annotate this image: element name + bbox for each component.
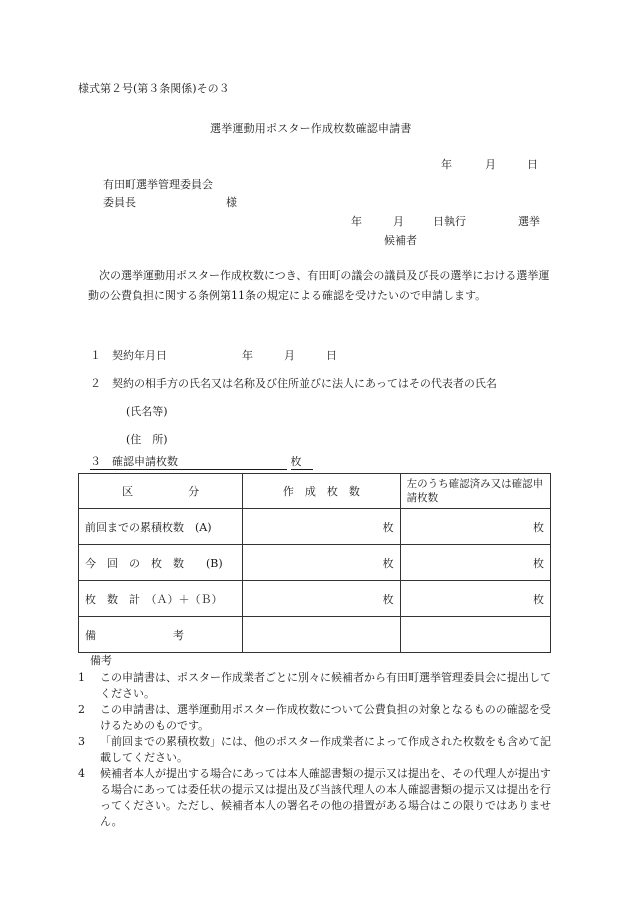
row-cumulative-confirmed-unit: 枚 [400,509,550,545]
date-year: 年 [441,158,452,171]
note-item [78,670,558,702]
row-label-remarks: 備 考 [79,617,243,653]
header-produced-count: 作 成 枚 数 [243,474,400,509]
requested-count-underline [90,453,287,470]
table-row [79,545,551,581]
form-number: 様式第２号(第３条関係)その３ [78,82,230,95]
election-year: 年 [351,215,362,228]
date-month: 月 [485,158,496,171]
note-number: 3 [78,735,85,748]
document-title: 選挙運動用ポスター作成枚数確認申請書 [210,122,412,135]
table-row [79,617,551,653]
note-number: 2 [78,703,85,716]
requested-count-unit-line [291,453,313,470]
requested-count-item [90,453,313,470]
poster-count-table [78,473,551,653]
addressee-committee: 有田町選挙管理委員会 [103,178,213,191]
addressee-role: 委員長 [103,196,136,209]
header-category: 区 分 [79,474,243,509]
election-line [351,213,540,229]
row-current-confirmed-unit: 枚 [400,545,550,581]
row-label-cumulative: 前回までの累積枚数 (A) [79,509,243,545]
requested-count-unit: 枚 [290,455,302,468]
contract-date-label: １ 契約年月日 [90,349,167,362]
election-month: 月 [393,215,404,228]
remarks-cell [243,617,400,653]
remarks-cell-2 [400,617,550,653]
contract-day: 日 [326,349,337,362]
row-total-produced-unit: 枚 [243,581,400,617]
row-total-confirmed-unit: 枚 [400,581,550,617]
note-number: 1 [78,671,85,684]
submission-date [441,156,538,172]
candidate-label: 候補者 [384,234,417,247]
row-label-total: 枚 数 計 （Ａ）＋（Ｂ） [79,581,243,617]
note-text: 「前回までの累積枚数」には、他のポスター作成業者によって作成された枚数をも含めて記載してください。 [100,735,551,764]
contractor-address-label: (住 所) [126,433,168,446]
note-text: 候補者本人が提出する場合にあっては本人確認書類の提示又は提出を、その代理人が提出する場合にあっては委任状の提示又は提出及び当該代理人の本人確認書類の提示又は提出を行ってください。ただし、候補者本人の署名その他の措置がある場合はこの限りではありません。 [100,767,551,828]
requested-count-label: ３ 確認申請枚数 [90,455,178,468]
note-text: この申請書は、選挙運動用ポスター作成枚数について公費負担の対象となるものの確認を受けるためのものです。 [100,703,551,732]
note-number: 4 [78,767,85,780]
election-day: 日執行 [433,215,466,228]
contract-date-item [90,347,337,363]
row-current-produced-unit: 枚 [243,545,400,581]
note-item [78,766,558,830]
date-day: 日 [527,158,538,171]
row-cumulative-produced-unit: 枚 [243,509,400,545]
table-row [79,581,551,617]
election-type: 選挙 [518,215,540,228]
row-label-current: 今 回 の 枚 数 (B) [79,545,243,581]
note-item [78,702,558,734]
table-row [79,509,551,545]
header-confirmed-count: 左のうち確認済み又は確認申請枚数 [400,474,550,509]
addressee-honorific: 様 [226,196,237,209]
contract-month: 月 [284,349,295,362]
contractor-name-label: (氏名等) [126,405,168,418]
intro-paragraph: 次の選挙運動用ポスター作成枚数につき、有田町の議会の議員及び長の選挙における選挙運動の公費負担に関する条例第11条の規定による確認を受けたいので申請します。 [88,269,550,302]
table-header-row [79,474,551,509]
note-item [78,734,558,766]
addressee-chair [103,194,237,210]
note-text: この申請書は、ポスター作成業者ごとに別々に候補者から有田町選挙管理委員会に提出してください。 [100,671,551,700]
notes-title: 備考 [90,654,112,667]
contract-year: 年 [242,349,253,362]
contractor-item: ２ 契約の相手方の氏名又は名称及び住所並びに法人にあってはその代表者の氏名 [90,377,497,390]
